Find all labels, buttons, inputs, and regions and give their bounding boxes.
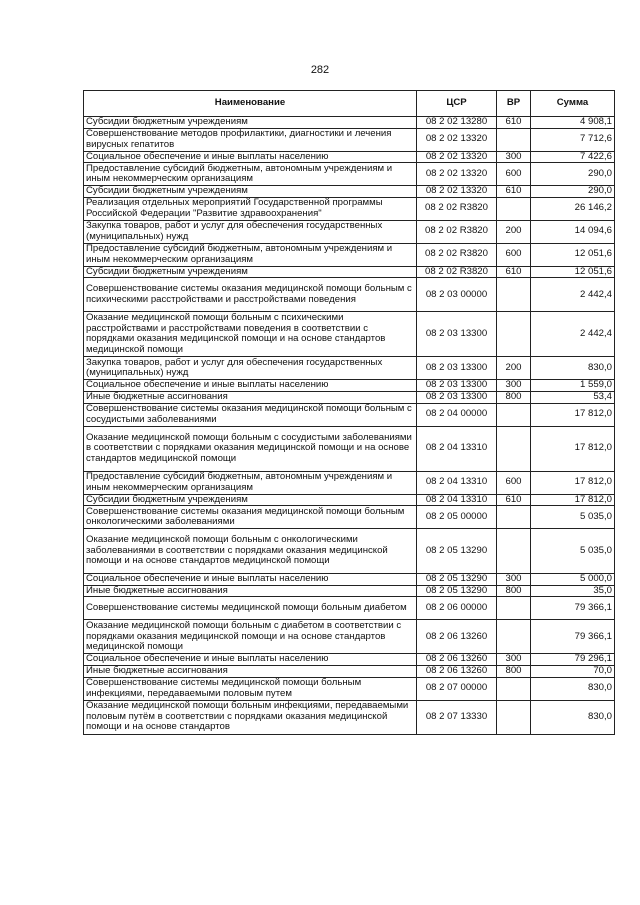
cell-sum: 14 094,6: [531, 220, 615, 243]
cell-name: Совершенствование системы оказания медицинской помощи больным онкологическими заболеваниями: [84, 506, 417, 529]
cell-sum: 290,0: [531, 186, 615, 198]
cell-name: Совершенствование системы оказания медицинской помощи больным с сосудистыми заболеваниями: [84, 403, 417, 426]
cell-name: Оказание медицинской помощи больным с онкологическими заболеваниями в соответствии с порядками оказания медицинской помощи и на основе стандартов медицинской помощи: [84, 529, 417, 574]
cell-vr: 600: [497, 163, 531, 186]
cell-csr: 08 2 03 00000: [417, 278, 497, 312]
cell-sum: 830,0: [531, 700, 615, 734]
cell-csr: 08 2 05 13290: [417, 585, 497, 597]
cell-name: Социальное обеспечение и иные выплаты населению: [84, 151, 417, 163]
cell-name: Оказание медицинской помощи больным с психическими расстройствами и расстройствами поведения в соответствии с порядками оказания медицинской помощи и на основе стандартов медицинской помощи: [84, 312, 417, 357]
cell-sum: 4 908,1: [531, 117, 615, 129]
cell-name: Совершенствование системы медицинской помощи больным диабетом: [84, 597, 417, 620]
cell-csr: 08 2 06 13260: [417, 620, 497, 654]
table-row: [84, 151, 615, 163]
cell-sum: 12 051,6: [531, 243, 615, 266]
cell-name: Оказание медицинской помощи больным с диабетом в соответствии с порядками оказания медицинской помощи и на основе стандартов медицинской помощи: [84, 620, 417, 654]
cell-csr: 08 2 07 00000: [417, 677, 497, 700]
cell-csr: 08 2 04 13310: [417, 471, 497, 494]
table-row: [84, 471, 615, 494]
cell-csr: 08 2 04 13310: [417, 426, 497, 471]
table-row: [84, 197, 615, 220]
cell-vr: 800: [497, 585, 531, 597]
table-row: [84, 243, 615, 266]
table-row: [84, 128, 615, 151]
cell-sum: 2 442,4: [531, 312, 615, 357]
cell-name: Субсидии бюджетным учреждениям: [84, 266, 417, 278]
cell-vr: [497, 426, 531, 471]
cell-sum: 12 051,6: [531, 266, 615, 278]
table-row: [84, 403, 615, 426]
table-row: [84, 529, 615, 574]
table-row: [84, 620, 615, 654]
cell-vr: 200: [497, 220, 531, 243]
cell-vr: [497, 597, 531, 620]
cell-csr: 08 2 06 13260: [417, 654, 497, 666]
cell-name: Закупка товаров, работ и услуг для обеспечения государственных (муниципальных) нужд: [84, 357, 417, 380]
cell-csr: 08 2 03 13300: [417, 391, 497, 403]
cell-sum: 290,0: [531, 163, 615, 186]
cell-csr: 08 2 02 R3820: [417, 243, 497, 266]
cell-csr: 08 2 06 13260: [417, 665, 497, 677]
cell-csr: 08 2 05 13290: [417, 529, 497, 574]
cell-csr: 08 2 02 13320: [417, 151, 497, 163]
cell-name: Совершенствование системы медицинской помощи больным инфекциями, передаваемыми половым путем: [84, 677, 417, 700]
table-row: [84, 278, 615, 312]
table-row: [84, 426, 615, 471]
cell-csr: 08 2 02 13280: [417, 117, 497, 129]
header-sum: Сумма: [531, 91, 615, 117]
cell-name: Субсидии бюджетным учреждениям: [84, 494, 417, 506]
cell-sum: 26 146,2: [531, 197, 615, 220]
cell-vr: 600: [497, 471, 531, 494]
cell-name: Иные бюджетные ассигнования: [84, 665, 417, 677]
table-row: [84, 117, 615, 129]
cell-name: Субсидии бюджетным учреждениям: [84, 117, 417, 129]
cell-sum: 53,4: [531, 391, 615, 403]
cell-csr: 08 2 06 00000: [417, 597, 497, 620]
cell-vr: 610: [497, 494, 531, 506]
table-row: [84, 654, 615, 666]
cell-sum: 7 422,6: [531, 151, 615, 163]
cell-name: Субсидии бюджетным учреждениям: [84, 186, 417, 198]
cell-vr: [497, 197, 531, 220]
cell-csr: 08 2 04 00000: [417, 403, 497, 426]
cell-sum: 79 366,1: [531, 620, 615, 654]
cell-name: Реализация отдельных мероприятий Государственной программы Российской Федерации "Развитие здравоохранения": [84, 197, 417, 220]
table-row: [84, 574, 615, 586]
table-row: [84, 665, 615, 677]
cell-csr: 08 2 02 R3820: [417, 197, 497, 220]
cell-sum: 35,0: [531, 585, 615, 597]
cell-csr: 08 2 05 13290: [417, 574, 497, 586]
cell-sum: 17 812,0: [531, 403, 615, 426]
cell-sum: 79 296,1: [531, 654, 615, 666]
cell-name: Иные бюджетные ассигнования: [84, 585, 417, 597]
cell-vr: 600: [497, 243, 531, 266]
budget-table: [83, 90, 615, 735]
cell-sum: 79 366,1: [531, 597, 615, 620]
cell-name: Социальное обеспечение и иные выплаты населению: [84, 380, 417, 392]
cell-name: Предоставление субсидий бюджетным, автономным учреждениям и иным некоммерческим организациям: [84, 471, 417, 494]
table-row: [84, 597, 615, 620]
cell-sum: 70,0: [531, 665, 615, 677]
cell-vr: [497, 620, 531, 654]
table-row: [84, 380, 615, 392]
table-row: [84, 312, 615, 357]
cell-sum: 1 559,0: [531, 380, 615, 392]
cell-sum: 830,0: [531, 357, 615, 380]
header-vr: ВР: [497, 91, 531, 117]
cell-csr: 08 2 02 13320: [417, 128, 497, 151]
cell-csr: 08 2 05 00000: [417, 506, 497, 529]
cell-name: Предоставление субсидий бюджетным, автономным учреждениям и иным некоммерческим организациям: [84, 243, 417, 266]
table-row: [84, 494, 615, 506]
cell-vr: 800: [497, 391, 531, 403]
cell-vr: [497, 128, 531, 151]
table-row: [84, 220, 615, 243]
cell-vr: [497, 700, 531, 734]
cell-name: Совершенствование методов профилактики, диагностики и лечения вирусных гепатитов: [84, 128, 417, 151]
table-header-row: [84, 91, 615, 117]
cell-vr: [497, 312, 531, 357]
cell-vr: 300: [497, 380, 531, 392]
cell-csr: 08 2 02 13320: [417, 186, 497, 198]
cell-csr: 08 2 03 13300: [417, 380, 497, 392]
cell-csr: 08 2 07 13330: [417, 700, 497, 734]
table-body: [84, 117, 615, 735]
cell-vr: 610: [497, 117, 531, 129]
table-row: [84, 357, 615, 380]
cell-sum: 7 712,6: [531, 128, 615, 151]
header-csr: ЦСР: [417, 91, 497, 117]
cell-name: Совершенствование системы оказания медицинской помощи больным с психическими расстройствами и расстройствами поведения: [84, 278, 417, 312]
cell-name: Оказание медицинской помощи больным с сосудистыми заболеваниями в соответствии с порядками оказания медицинской помощи и на основе стандартов медицинской помощи: [84, 426, 417, 471]
cell-vr: [497, 278, 531, 312]
cell-vr: 610: [497, 186, 531, 198]
cell-sum: 2 442,4: [531, 278, 615, 312]
cell-csr: 08 2 04 13310: [417, 494, 497, 506]
cell-sum: 17 812,0: [531, 426, 615, 471]
cell-sum: 5 035,0: [531, 529, 615, 574]
cell-csr: 08 2 03 13300: [417, 312, 497, 357]
table-row: [84, 506, 615, 529]
page-number: 282: [310, 64, 330, 76]
cell-vr: [497, 506, 531, 529]
table-row: [84, 186, 615, 198]
cell-vr: [497, 677, 531, 700]
cell-vr: 300: [497, 574, 531, 586]
cell-sum: 17 812,0: [531, 471, 615, 494]
cell-csr: 08 2 02 13320: [417, 163, 497, 186]
table-row: [84, 266, 615, 278]
cell-vr: [497, 403, 531, 426]
cell-csr: 08 2 02 R3820: [417, 266, 497, 278]
table-row: [84, 700, 615, 734]
table-row: [84, 585, 615, 597]
header-name: Наименование: [84, 91, 417, 117]
cell-name: Иные бюджетные ассигнования: [84, 391, 417, 403]
cell-name: Социальное обеспечение и иные выплаты населению: [84, 654, 417, 666]
cell-sum: 830,0: [531, 677, 615, 700]
cell-sum: 5 035,0: [531, 506, 615, 529]
table-row: [84, 391, 615, 403]
cell-vr: 300: [497, 151, 531, 163]
table-row: [84, 163, 615, 186]
cell-sum: 17 812,0: [531, 494, 615, 506]
table-row: [84, 677, 615, 700]
cell-vr: 610: [497, 266, 531, 278]
cell-name: Социальное обеспечение и иные выплаты населению: [84, 574, 417, 586]
cell-name: Закупка товаров, работ и услуг для обеспечения государственных (муниципальных) нужд: [84, 220, 417, 243]
cell-name: Предоставление субсидий бюджетным, автономным учреждениям и иным некоммерческим организациям: [84, 163, 417, 186]
cell-name: Оказание медицинской помощи больным инфекциями, передаваемыми половым путём в соответствии с порядками оказания медицинской помощи и на основе стандартов: [84, 700, 417, 734]
cell-csr: 08 2 02 R3820: [417, 220, 497, 243]
cell-vr: 300: [497, 654, 531, 666]
cell-vr: 800: [497, 665, 531, 677]
cell-sum: 5 000,0: [531, 574, 615, 586]
cell-vr: 200: [497, 357, 531, 380]
cell-vr: [497, 529, 531, 574]
cell-csr: 08 2 03 13300: [417, 357, 497, 380]
